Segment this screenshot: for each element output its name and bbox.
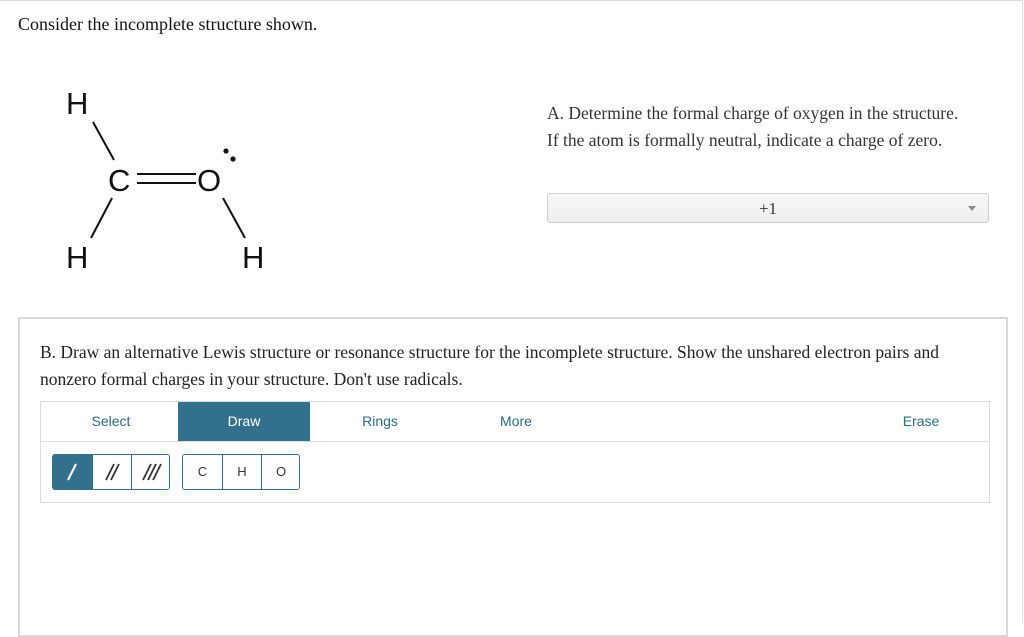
atom-h-bottom-right: H: [242, 240, 265, 275]
lone-pair-dot-2: [230, 156, 235, 161]
part-b-prompt: B. Draw an alternative Lewis structure or resonance structure for the incomplete structure. Show the unshared electron pairs and nonzero formal charges in your structure. Don't use radicals.: [40, 342, 939, 389]
lone-pair-dot-1: [223, 148, 228, 153]
atom-carbon: C: [108, 163, 131, 198]
tab-draw[interactable]: Draw: [178, 402, 310, 441]
atom-h-top: H: [66, 86, 89, 121]
atom-h-bottom-left: H: [66, 240, 89, 275]
atom-tool-group: [182, 454, 300, 490]
single-bond-icon: [53, 455, 92, 489]
atom-h-button[interactable]: H: [222, 455, 261, 489]
part-b-panel: [18, 317, 1008, 637]
formal-charge-value: +1: [758, 199, 778, 218]
bond-tool-group: [52, 454, 170, 490]
chevron-down-icon: [968, 206, 976, 211]
atom-c-button[interactable]: C: [183, 455, 222, 489]
atom-oxygen: O: [197, 163, 222, 198]
structure-sketcher: [40, 401, 990, 503]
triple-bond-icon: [132, 455, 170, 489]
double-bond-button[interactable]: [92, 455, 131, 489]
single-bond-button[interactable]: [53, 455, 92, 489]
tab-erase[interactable]: Erase: [902, 413, 940, 429]
molecule-structure: [40, 80, 300, 280]
tab-select[interactable]: Select: [91, 413, 131, 429]
bond-c-h-top: [93, 122, 114, 160]
bond-c-h-bottom-left: [91, 198, 112, 238]
triple-bond-button[interactable]: [131, 455, 170, 489]
atom-o-button[interactable]: O: [261, 455, 300, 489]
part-a-prompt: A. Determine the formal charge of oxygen in the structure. If the atom is formally neutral, indicate a charge of zero.: [547, 103, 959, 150]
formal-charge-dropdown[interactable]: [547, 193, 989, 223]
double-bond-icon: [93, 455, 132, 489]
tab-rings[interactable]: Rings: [362, 413, 398, 429]
sketcher-toolbar: [41, 402, 989, 442]
question-intro: Consider the incomplete structure shown.: [18, 14, 318, 34]
bond-o-h: [223, 198, 245, 238]
tab-more[interactable]: More: [500, 413, 532, 429]
